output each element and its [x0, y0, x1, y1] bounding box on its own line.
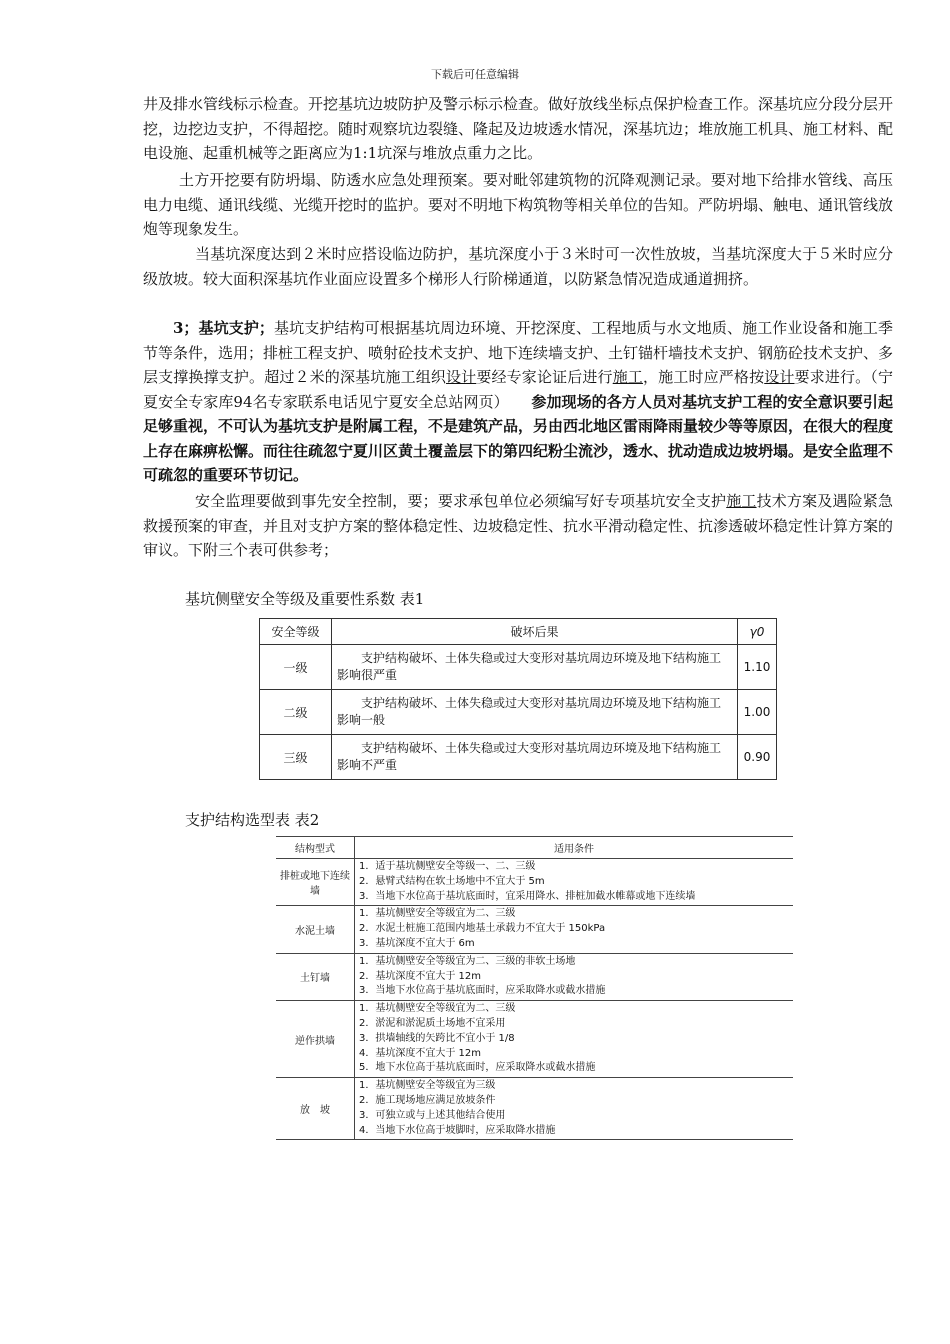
section-heading-pit-support: 3；基坑支护； — [173, 319, 274, 337]
header-cell-gamma: γ0 — [738, 619, 777, 645]
conditions-cell — [355, 953, 794, 1000]
conditions-cell — [355, 906, 794, 953]
table-row — [276, 859, 793, 906]
result-cell: 支护结构破坏、土体失稳或过大变形对基坑周边环境及地下结构施工影响不严重 — [332, 735, 738, 780]
structure-type-cell: 土钉墙 — [276, 953, 355, 1000]
condition-item: 3．可独立或与上述其他结合使用 — [359, 1109, 506, 1121]
condition-item: 2．悬臂式结构在软土场地中不宜大于 5m — [359, 875, 545, 887]
level-cell: 一级 — [260, 645, 332, 690]
condition-item: 3．当地下水位高于基坑底面时，应采取降水或截水措施 — [359, 985, 606, 997]
header-cell: 适用条件 — [355, 837, 794, 859]
table-row — [260, 645, 777, 690]
level-cell: 三级 — [260, 735, 332, 780]
header-cell: 结构型式 — [276, 837, 355, 859]
text-segment: 要经专家论证后进行 — [476, 368, 613, 386]
structure-type-cell: 排桩或地下连续墙 — [276, 859, 355, 906]
support-structure-table — [276, 836, 793, 1140]
condition-item: 1．基坑侧壁安全等级宜为二、三级 — [359, 1003, 516, 1015]
condition-item: 3．当地下水位高于基坑底面时，宜采用降水、排桩加截水帷幕或地下连续墙 — [359, 890, 696, 902]
condition-item: 1．基坑侧壁安全等级宜为二、三级 — [359, 908, 516, 920]
condition-item: 3．基坑深度不宜大于 6m — [359, 937, 475, 949]
condition-item: 3．拱墙轴线的矢跨比不宜小于 1/8 — [359, 1032, 515, 1044]
condition-item: 2．淤泥和淤泥质土场地不宜采用 — [359, 1017, 506, 1029]
table-row — [276, 906, 793, 953]
condition-item: 2．基坑深度不宜大于 12m — [359, 970, 482, 982]
paragraph-safety-supervision — [143, 489, 893, 563]
text-segment: 要求进行。（宁夏安全专家库94名专家联系电话见宁夏安全总站网页） — [143, 368, 893, 411]
text-segment: 技术方案及遇险紧急救援预案的审查，并且对支护方案的整体稳定性、边坡稳定性、抗水平滑动稳定性、抗渗透破坏稳定性计算方案的审议。下附三个表可供参考； — [143, 492, 894, 559]
condition-item: 4．当地下水位高于坡脚时，应采取降水措施 — [359, 1124, 556, 1136]
table-row — [260, 690, 777, 735]
link-design[interactable]: 设计 — [446, 368, 477, 386]
table-row — [276, 953, 793, 1000]
link-construction-2[interactable]: 施工 — [726, 492, 757, 510]
gamma-cell: 1.10 — [738, 645, 777, 690]
gamma-cell: 1.00 — [738, 690, 777, 735]
bold-warning-text: 参加现场的各方人员对基坑支护工程的安全意识要引起足够重视，不可认为基坑支护是附属工程，不是建筑产品，另由西北地区雷雨降雨量较少等等原因，在很大的程度上存在麻痹松懈。而往往疏忽宁夏川区黄土覆盖层下的第四纪粉尘流沙，透水、扰动造成边坡坍塌。是安全监理不可疏忽的重要环节切记。 — [143, 392, 894, 484]
table2-caption: 支护结构选型表 表2 — [185, 811, 320, 829]
conditions-cell — [355, 1078, 794, 1140]
header-cell: 安全等级 — [260, 619, 332, 645]
table-row — [276, 1001, 793, 1078]
structure-type-cell: 逆作拱墙 — [276, 1001, 355, 1078]
table-header-row — [260, 619, 777, 645]
condition-item: 1．基坑侧壁安全等级宜为二、三级的非软土场地 — [359, 955, 576, 967]
gamma-cell: 0.90 — [738, 735, 777, 780]
structure-type-cell: 放 坡 — [276, 1078, 355, 1140]
structure-type-cell: 水泥土墙 — [276, 906, 355, 953]
safety-level-table — [259, 618, 777, 780]
table1-caption: 基坑侧壁安全等级及重要性系数 表1 — [185, 590, 425, 608]
condition-item: 5．地下水位高于基坑底面时，应采取降水或截水措施 — [359, 1062, 596, 1074]
paragraph-excavation-inspection: 井及排水管线标示检查。开挖基坑边坡防护及警示标示检查。做好放线坐标点保护检查工作。深基坑应分段分层开挖，边挖边支护，不得超挖。随时观察坑边裂缝、隆起及边坡透水情况，深基坑边；堆放施工机具、施工材料、配电设施、起重机械等之距离应为1:1坑深与堆放点重力之比。 — [143, 95, 894, 162]
conditions-cell — [355, 1001, 794, 1078]
table-row — [276, 1078, 793, 1140]
condition-item: 2．施工现场地应满足放坡条件 — [359, 1094, 496, 1106]
table-header-row — [276, 837, 793, 859]
text-segment: 基坑支护结构可根据基坑周边环境、开挖深度、工程地质与水文地质、施工作业设备和施工季节等条件，选用；排桩工程支护、喷射砼技术支护、地下连续墙支护、土钉锚杆墙技术支护、钢筋砼技术支护、多层支撑换撑支护。超过２米的深基坑施工组织 — [143, 319, 894, 386]
condition-item: 1．适于基坑侧壁安全等级一、二、三级 — [359, 861, 536, 872]
condition-item: 1．基坑侧壁安全等级宜为三级 — [359, 1080, 496, 1092]
header-cell: 破坏后果 — [332, 619, 738, 645]
link-construction[interactable]: 施工 — [612, 368, 644, 386]
result-cell: 支护结构破坏、土体失稳或过大变形对基坑周边环境及地下结构施工影响很严重 — [332, 645, 738, 690]
table-row — [260, 735, 777, 780]
paragraph-emergency-plan: 土方开挖要有防坍塌、防透水应急处理预案。要对毗邻建筑物的沉降观测记录。要对地下给排水管线、高压电力电缆、通讯线缆、光缆开挖时的监护。要对不明地下构筑物等相关单位的告知。严防坍塌、触电、通讯管线放炮等现象发生。 — [143, 171, 894, 238]
paragraph-pit-support — [143, 316, 893, 488]
page-header: 下载后可任意编辑 — [431, 68, 519, 81]
paragraph-slope-grading: 当基坑深度达到２米时应搭设临边防护，基坑深度小于３米时可一次性放坡，当基坑深度大于５米时应分级放坡。较大面积深基坑作业面应设置多个梯形人行阶梯通道，以防紧急情况造成通道拥挤。 — [143, 245, 893, 288]
condition-item: 4．基坑深度不宜大于 12m — [359, 1047, 482, 1059]
level-cell: 二级 — [260, 690, 332, 735]
condition-item: 2．水泥土桩施工范围内地基土承载力不宜大于 150kPa — [359, 923, 606, 935]
conditions-cell — [355, 859, 794, 906]
result-cell: 支护结构破坏、土体失稳或过大变形对基坑周边环境及地下结构施工影响一般 — [332, 690, 738, 735]
text-segment: ，施工时应严格按 — [643, 368, 765, 386]
text-segment: 安全监理要做到事先安全控制，要；要求承包单位必须编写好专项基坑安全支护 — [195, 492, 727, 510]
link-design-2[interactable]: 设计 — [764, 368, 795, 386]
